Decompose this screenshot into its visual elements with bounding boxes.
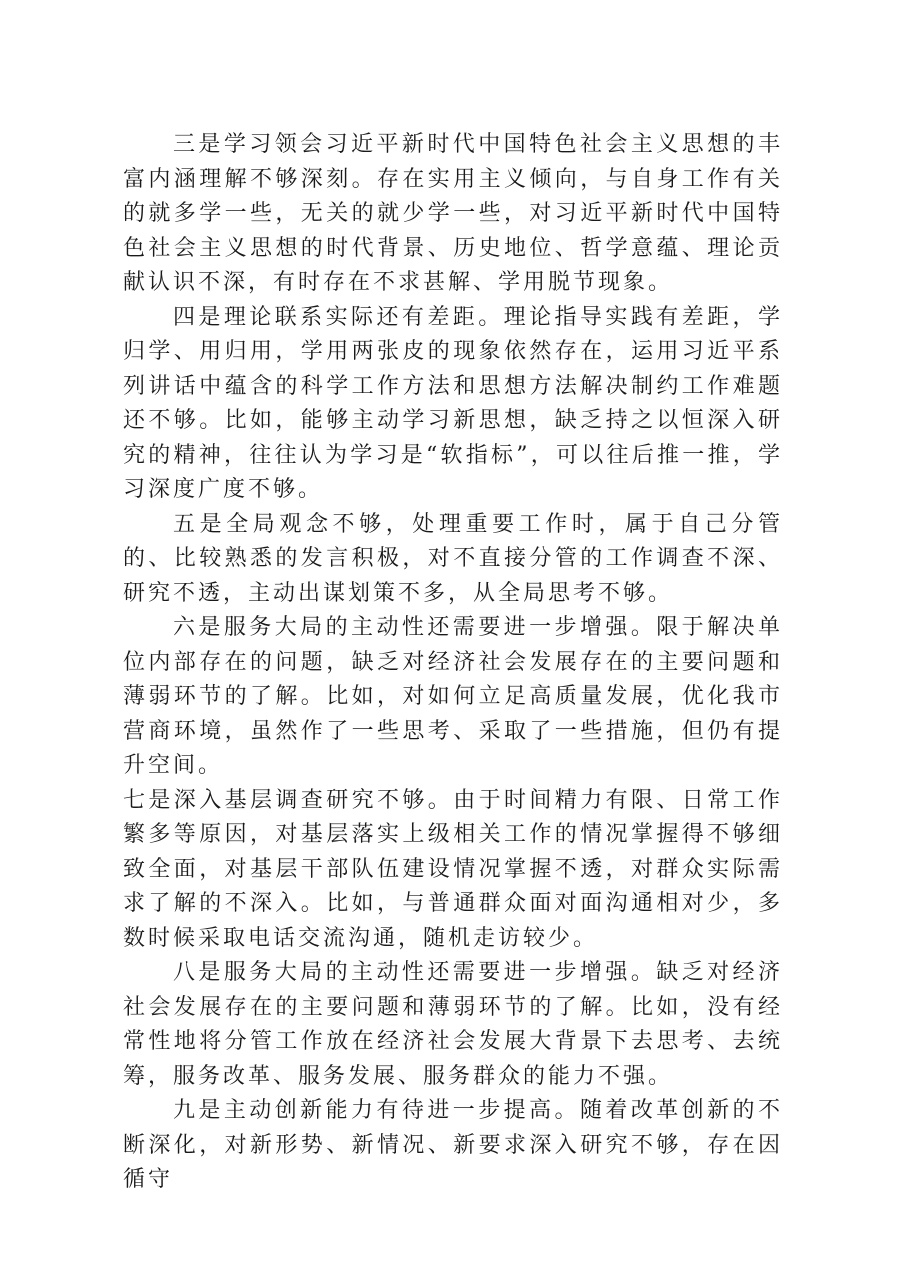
document-page — [123, 128, 783, 1198]
paragraph-5: 五是全局观念不够，处理重要工作时，属于自己分管的、比较熟悉的发言积极，对不直接分管的工作调查不深、研究不透，主动出谋划策不多，从全局思考不够。 — [123, 511, 783, 606]
paragraph-8: 八是服务大局的主动性还需要进一步增强。缺乏对经济社会发展存在的主要问题和薄弱环节的了解。比如，没有经常性地将分管工作放在经济社会发展大背景下去思考、去统筹，服务改革、服务发展、服务群众的能力不强。 — [123, 960, 783, 1089]
paragraph-9: 九是主动创新能力有待进一步提高。随着改革创新的不断深化，对新形势、新情况、新要求深入研究不够，存在因循守 — [123, 1098, 783, 1192]
paragraph-3: 三是学习领会习近平新时代中国特色社会主义思想的丰富内涵理解不够深刻。存在实用主义倾向，与自身工作有关的就多学一些，无关的就少学一些，对习近平新时代中国特色社会主义思想的时代背景、历史地位、哲学意蕴、理论贡献认识不深，有时存在不求甚解、学用脱节现象。 — [123, 132, 783, 295]
paragraph-4: 四是理论联系实际还有差距。理论指导实践有差距，学归学、用归用，学用两张皮的现象依然存在，运用习近平系列讲话中蕴含的科学工作方法和思想方法解决制约工作难题还不够。比如，能够主动学习新思想，缺乏持之以恒深入研究的精神，往往认为学习是“软指标”，可以往后推一推，学习深度广度不够。 — [123, 304, 783, 502]
paragraph-6: 六是服务大局的主动性还需要进一步增强。限于解决单位内部存在的问题，缺乏对经济社会发展存在的主要问题和薄弱环节的了解。比如，对如何立足高质量发展，优化我市营商环境，虽然作了一些思考、采取了一些措施，但仍有提升空间。 — [123, 615, 783, 778]
paragraph-7: 七是深入基层调查研究不够。由于时间精力有限、日常工作繁多等原因，对基层落实上级相关工作的情况掌握得不够细致全面，对基层干部队伍建设情况掌握不透，对群众实际需求了解的不深入。比如，与普通群众面对面沟通相对少，多数时候采取电话交流沟通，随机走访较少。 — [123, 787, 783, 951]
